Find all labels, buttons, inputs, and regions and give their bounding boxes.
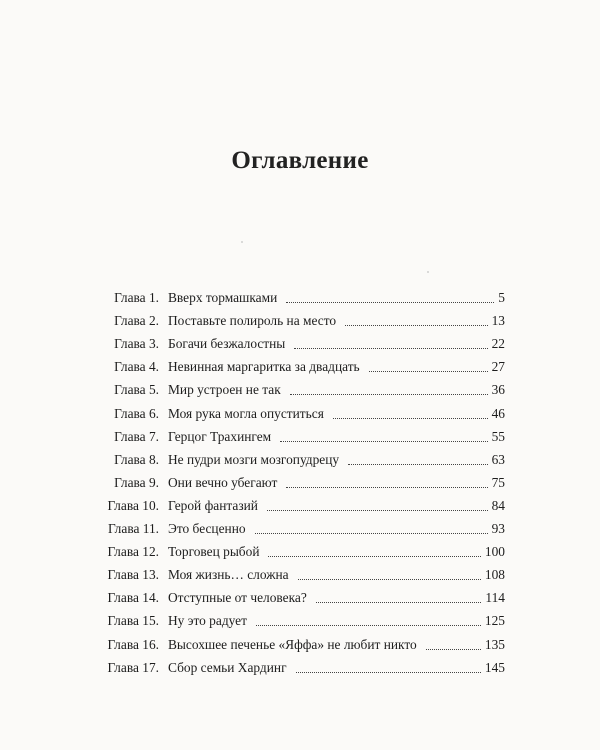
dot-leader bbox=[369, 371, 488, 372]
page-number: 108 bbox=[484, 567, 505, 583]
chapter-number: Глава 10. bbox=[107, 497, 159, 513]
toc-entry[interactable] bbox=[0, 565, 600, 585]
toc-entry[interactable] bbox=[0, 450, 600, 470]
toc-entry[interactable] bbox=[0, 635, 600, 655]
chapter-number: Глава 15. bbox=[107, 613, 159, 629]
chapter-number: Глава 11. bbox=[107, 521, 159, 536]
dot-leader bbox=[426, 649, 481, 650]
chapter-number: Глава 17. bbox=[107, 659, 159, 675]
chapter-title: Вверх тормашками bbox=[168, 290, 278, 305]
page-number: 93 bbox=[491, 521, 505, 536]
chapter-number: Глава 13. bbox=[107, 567, 159, 583]
chapter-title: Герой фантазий bbox=[168, 497, 258, 513]
chapter-title: Поставьте полироль на место bbox=[168, 313, 337, 329]
chapter-number: Глава 16. bbox=[107, 636, 159, 652]
chapter-number: Глава 2. bbox=[114, 313, 159, 329]
dot-leader bbox=[296, 672, 481, 673]
dot-leader bbox=[268, 556, 481, 557]
page-title: Оглавление bbox=[231, 147, 369, 174]
page-number: 75 bbox=[491, 474, 505, 490]
chapter-number: Глава 6. bbox=[114, 405, 159, 421]
toc-entry[interactable] bbox=[0, 404, 600, 424]
page-number: 114 bbox=[485, 590, 505, 606]
chapter-number: Глава 8. bbox=[114, 451, 159, 467]
page-number: 145 bbox=[484, 659, 505, 675]
page-number: 55 bbox=[491, 428, 505, 444]
page-number: 100 bbox=[484, 544, 505, 560]
chapter-title: Богачи безжалостны bbox=[168, 336, 286, 352]
dot-leader bbox=[333, 418, 488, 419]
paper-speck bbox=[241, 241, 243, 243]
page-number: 135 bbox=[484, 636, 505, 652]
dot-leader bbox=[286, 302, 494, 303]
toc-entry[interactable] bbox=[0, 658, 600, 678]
toc-entry[interactable] bbox=[0, 519, 600, 539]
toc-entry[interactable] bbox=[0, 427, 600, 447]
chapter-number: Глава 14. bbox=[107, 590, 159, 606]
toc-entry[interactable] bbox=[0, 311, 600, 331]
toc-entry[interactable] bbox=[0, 357, 600, 377]
page-number: 63 bbox=[491, 451, 505, 467]
dot-leader bbox=[298, 579, 481, 580]
paper-speck bbox=[427, 271, 429, 273]
chapter-number: Глава 12. bbox=[107, 544, 159, 560]
dot-leader bbox=[280, 441, 488, 442]
chapter-title: Сбор семьи Хардинг bbox=[168, 659, 287, 675]
chapter-title: Моя рука могла опуститься bbox=[168, 405, 324, 421]
page-number: 36 bbox=[491, 382, 505, 398]
page-number: 22 bbox=[491, 336, 505, 352]
chapter-title: Ну это радует bbox=[168, 613, 247, 629]
chapter-number: Глава 1. bbox=[114, 290, 159, 305]
toc-entry[interactable] bbox=[0, 334, 600, 354]
toc-entry[interactable] bbox=[0, 611, 600, 631]
dot-leader bbox=[345, 325, 488, 326]
dot-leader bbox=[348, 464, 488, 465]
dot-leader bbox=[294, 348, 488, 349]
chapter-number: Глава 5. bbox=[114, 382, 159, 398]
chapter-number: Глава 3. bbox=[114, 336, 159, 352]
page-number: 46 bbox=[491, 405, 505, 421]
chapter-title: Невинная маргаритка за двадцать bbox=[168, 359, 360, 375]
chapter-number: Глава 7. bbox=[114, 428, 159, 444]
page-number: 84 bbox=[491, 497, 505, 513]
toc-entry[interactable] bbox=[0, 288, 600, 308]
dot-leader bbox=[286, 487, 488, 488]
dot-leader bbox=[267, 510, 488, 511]
toc-entry[interactable] bbox=[0, 542, 600, 562]
toc-entry[interactable] bbox=[0, 496, 600, 516]
dot-leader bbox=[256, 625, 481, 626]
chapter-title: Торговец рыбой bbox=[168, 544, 260, 560]
page-number: 125 bbox=[484, 613, 505, 629]
chapter-title: Это бесценно bbox=[168, 521, 246, 536]
dot-leader bbox=[316, 602, 481, 603]
dot-leader bbox=[255, 533, 488, 534]
chapter-title: Не пудри мозги мозгопудрецу bbox=[168, 451, 340, 467]
chapter-number: Глава 4. bbox=[114, 359, 159, 375]
page-number: 5 bbox=[498, 290, 505, 305]
chapter-title: Они вечно убегают bbox=[168, 474, 278, 490]
dot-leader bbox=[290, 394, 488, 395]
page-number: 27 bbox=[491, 359, 505, 375]
chapter-title: Герцог Трахингем bbox=[168, 428, 272, 444]
toc-entry[interactable] bbox=[0, 473, 600, 493]
toc-entry[interactable] bbox=[0, 380, 600, 400]
chapter-title: Высохшее печенье «Яффа» не любит никто bbox=[168, 636, 417, 652]
chapter-title: Отступные от человека? bbox=[168, 590, 307, 606]
page-number: 13 bbox=[491, 313, 505, 329]
chapter-title: Мир устроен не так bbox=[168, 382, 281, 398]
chapter-number: Глава 9. bbox=[114, 474, 159, 490]
chapter-title: Моя жизнь… сложна bbox=[168, 567, 289, 583]
toc-entry[interactable] bbox=[0, 588, 600, 608]
